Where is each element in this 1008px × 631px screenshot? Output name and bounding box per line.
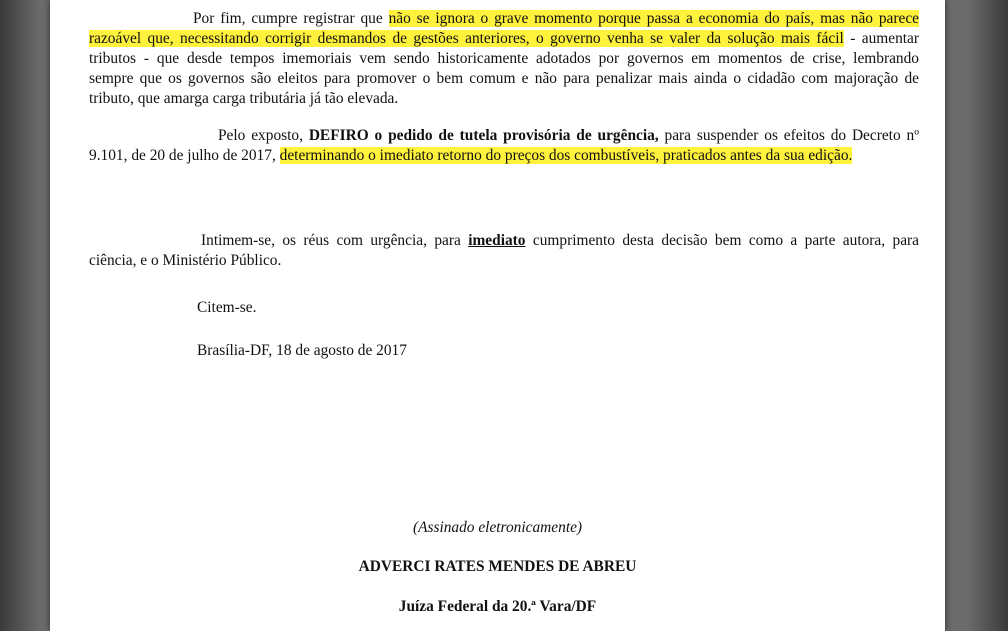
underline-text: imediato [468, 232, 526, 249]
underlined-bold-text [468, 232, 525, 249]
bold-text: DEFIRO o pedido de tutela provisória de urgência, [308, 127, 659, 144]
paragraph-tax-context [89, 9, 919, 109]
highlighted-text: razoável que, necessitando corrigir desmandos de gestões anteriores, o governo venha se valer da solução mais fácil [89, 30, 844, 47]
highlighted-text: não se ignora o grave momento porque passa a economia do país, mas não parece [388, 10, 919, 27]
document-page [50, 0, 945, 631]
paragraph-line: tributo, que amarga carga tributária já tão elevada. [89, 90, 399, 107]
paragraph-line [89, 231, 919, 251]
paragraph-line: tributos - que desde tempos imemoriais vem sendo historicamente adotados por governos em momentos de crise, lembrando [89, 50, 919, 67]
paragraph-line [89, 146, 919, 166]
paragraph-decision [89, 126, 919, 166]
paragraph-line: sempre que os governos são eleitos para promover o bem comum e não para penalizar mais ainda o cidadão com majoração de [89, 70, 919, 87]
signer-role: Juíza Federal da 20.ª Vara/DF [398, 598, 597, 615]
paragraph-line [89, 126, 919, 146]
text-span: Por fim, cumpre registrar que [193, 10, 389, 27]
paragraph-line: ciência, e o Ministério Público. [89, 252, 282, 269]
highlighted-text: determinando o imediato retorno do preços dos combustíveis, praticados antes da sua edição. [279, 147, 853, 164]
text-span: cumprimento desta decisão bem como a parte autora, para [525, 232, 919, 249]
paragraph-line [89, 29, 919, 49]
text-span: - aumentar [843, 30, 919, 47]
place-date: Brasília-DF, 18 de agosto de 2017 [197, 342, 407, 359]
signer-name: ADVERCI RATES MENDES DE ABREU [358, 558, 637, 575]
text-span: Pelo exposto, [218, 127, 309, 144]
text-span: Intimem-se, os réus com urgência, para [201, 232, 469, 249]
citem-line: Citem-se. [197, 299, 257, 316]
signature-note: (Assinado eletronicamente) [412, 519, 583, 536]
text-span: 9.101, de 20 de julho de 2017, [89, 147, 280, 164]
paragraph-line [89, 9, 919, 29]
text-span: para suspender os efeitos do Decreto nº [658, 127, 919, 144]
paragraph-intimation [89, 231, 919, 271]
